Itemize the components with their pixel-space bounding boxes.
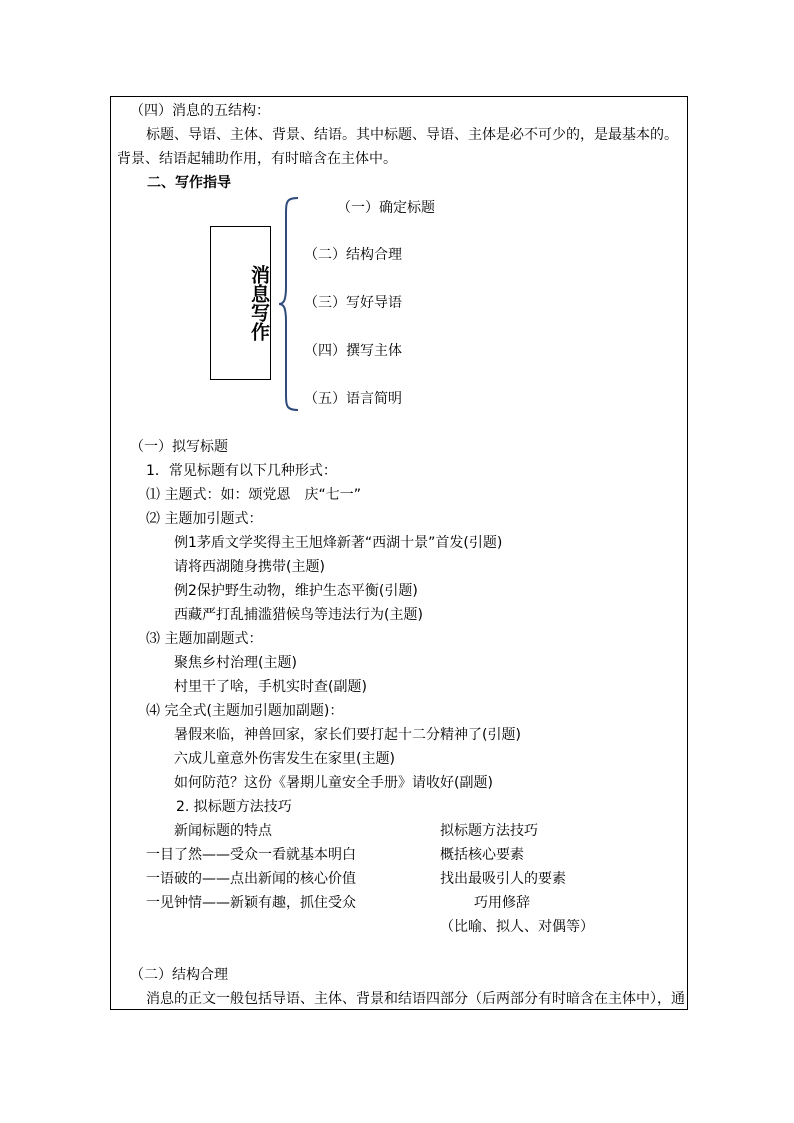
titles-form1: ⑴ 主题式：如：颂党恩 庆“七一”: [146, 487, 361, 503]
section4-heading: （四）消息的五结构：: [130, 103, 270, 119]
right-item-2: 找出最吸引人的要素: [440, 871, 566, 887]
form2-example-1: 例1茅盾文学奖得主王旭烽新著“西湖十景”首发(引题): [174, 535, 503, 551]
form4-example-3: 如何防范？这份《暑期儿童安全手册》请收好(副题): [174, 775, 493, 791]
form2-example-4: 西藏严打乱捕滥猎候鸟等违法行为(主题): [174, 607, 423, 623]
left-item-1: 一目了然——受众一看就基本明白: [146, 847, 356, 863]
form3-example-2: 村里干了啥，手机实时查(副题): [174, 679, 367, 695]
form2-example-3: 例2保护野生动物，维护生态平衡(引题): [174, 583, 418, 599]
left-item-2: 一语破的——点出新闻的核心价值: [146, 871, 356, 887]
diagram-item-3: （三）写好导语: [304, 295, 402, 311]
titles-form3: ⑶ 主题加副题式：: [146, 631, 263, 647]
structure-heading: （二）结构合理: [130, 967, 228, 983]
titles-form2: ⑵ 主题加引题式：: [146, 511, 263, 527]
diagram-item-2: （二）结构合理: [304, 247, 402, 263]
structure-line1: 消息的正文一般包括导语、主体、背景和结语四部分（后两部分有时暗含在主体中），通: [146, 991, 685, 1007]
left-item-3: 一见钟情——新颖有趣，抓住受众: [146, 895, 356, 911]
left-column-header: 新闻标题的特点: [174, 823, 272, 839]
form4-example-1: 暑假来临，神兽回家，家长们要打起十二分精神了(引题): [174, 727, 521, 743]
form2-example-2: 请将西湖随身携带(主题): [174, 559, 325, 575]
diagram-item-4: （四）撰写主体: [304, 343, 402, 359]
part2-heading: 二、写作指导: [147, 175, 231, 191]
diagram-item-5: （五）语言简明: [304, 391, 402, 407]
section4-line2: 背景、结语起辅助作用，有时暗含在主体中。: [117, 151, 397, 167]
right-column-header: 拟标题方法技巧: [440, 823, 538, 839]
curly-brace-icon: [278, 196, 300, 412]
right-item-4: （比喻、拟人、对偶等）: [440, 919, 594, 935]
right-item-1: 概括核心要素: [440, 847, 524, 863]
section4-line1: 标题、导语、主体、背景、结语。其中标题、导语、主体是必不可少的，是最基本的。: [146, 127, 678, 143]
titles-sub1: 1．常见标题有以下几种形式：: [146, 463, 337, 479]
diagram-box: [210, 226, 271, 380]
titles-form4: ⑷ 完全式(主题加引题加副题)：: [146, 703, 344, 719]
form3-example-1: 聚焦乡村治理(主题): [174, 655, 297, 671]
diagram-box-label: 消息写作: [248, 265, 270, 341]
titles-heading: （一）拟写标题: [130, 439, 228, 455]
titles-sub2: 2. 拟标题方法技巧: [176, 799, 292, 815]
right-item-3: 巧用修辞: [474, 895, 530, 911]
form4-example-2: 六成儿童意外伤害发生在家里(主题): [174, 751, 395, 767]
diagram-item-1: （一）确定标题: [337, 200, 435, 216]
